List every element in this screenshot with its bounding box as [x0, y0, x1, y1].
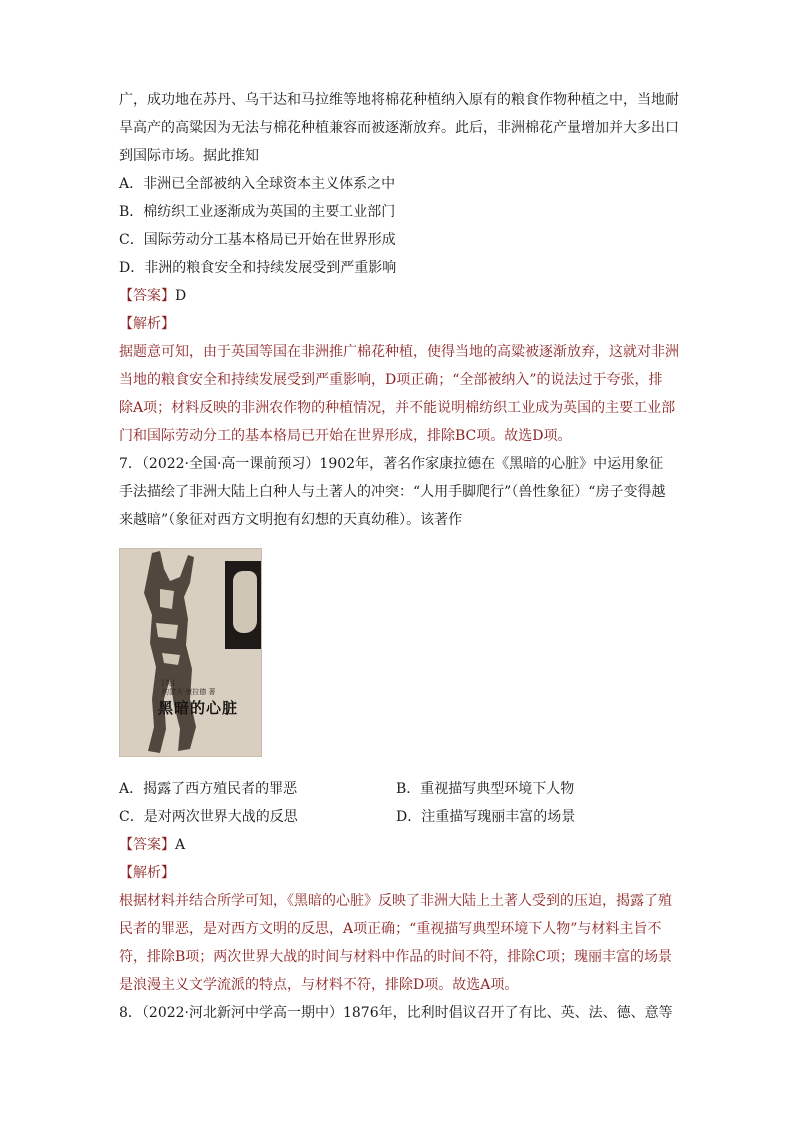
question-7-stem — [119, 450, 679, 534]
q6-analysis-line-2 — [119, 366, 679, 394]
q6-analysis-line-3a: 除A项 — [119, 400, 158, 416]
q7-stem-line-1: 7．（2022·全国·高一课前预习）1902年，著名作家康拉德在《黑暗的心脏》中运用象征 — [119, 456, 664, 472]
q6-answer — [119, 282, 679, 310]
q7-option-b: B．重视描写典型环境下人物 — [396, 781, 575, 797]
q6-option-d: D．非洲的粮食安全和持续发展受到严重影响 — [119, 260, 397, 276]
question-6-stem — [119, 86, 679, 170]
q6-stem-line-3: 到国际市场。据此推知 — [119, 148, 259, 164]
q7-analysis-line-2b: “重视描写典型环境下人物”与材料主旨不 — [409, 921, 662, 937]
q7-options-row-1 — [119, 775, 679, 803]
q6-options — [119, 170, 679, 282]
cover-silhouette-figure — [130, 549, 240, 756]
q6-answer-value: D — [175, 288, 187, 304]
q7-analysis — [119, 887, 679, 999]
q7-answer — [119, 831, 679, 859]
q6-analysis-label: 【解析】 — [119, 316, 175, 332]
q7-analysis-label: 【解析】 — [119, 865, 175, 881]
q6-option-a: A．非洲已全部被纳入全球资本主义体系之中 — [119, 176, 396, 192]
q6-analysis — [119, 338, 679, 450]
q7-analysis-line-2a: 民者的罪恶，是对西方文明的反思，A项正确； — [119, 921, 410, 937]
q7-option-a: A．揭露了西方殖民者的罪恶 — [119, 781, 298, 797]
q6-analysis-line-4: 门和国际劳动分工的基本格局已开始在世界形成，排除BC项。故选D项。 — [119, 428, 572, 444]
q6-analysis-line-3b: ；材料反映的非洲农作物的种植情况，并不能说明棉纺织工业成为英国的主要工业部 — [157, 400, 676, 416]
q7-analysis-line-4: 是浪漫主义文学流派的特点，与材料不符，排除D项。故选A项。 — [119, 977, 519, 993]
q7-analysis-line-2 — [119, 915, 679, 943]
q8-stem-line-1: 8．（2022·河北新河中学高一期中）1876年，比利时倡议召开了有比、英、法、德、意等 — [119, 1005, 673, 1021]
q6-analysis-line-3 — [119, 394, 679, 422]
document-page — [119, 86, 679, 1027]
q7-analysis-line-1: 根据材料并结合所学可知，《黑暗的心脏》反映了非洲大陆上土著人受到的压迫，揭露了殖 — [119, 893, 672, 909]
cover-author: [英] 约瑟夫·康拉德 著 — [162, 679, 216, 696]
q7-options-row-2 — [119, 803, 679, 831]
q6-analysis-line-2b: “全部被纳入”的说法过于夸张，排 — [452, 372, 663, 388]
book-cover-image — [119, 548, 262, 757]
q7-option-c: C．是对两次世界大战的反思 — [119, 809, 298, 825]
q6-analysis-line-1: 据题意可知，由于英国等国在非洲推广棉花种植，使得当地的高粱被逐渐放弃，这就对非洲 — [119, 344, 679, 360]
q6-analysis-line-2a: 当地的粮食安全和持续发展受到严重影响，D项正确； — [119, 372, 453, 388]
q7-stem-line-3: 来越暗”（象征对西方文明抱有幻想的天真幼稚）。该著作 — [119, 512, 463, 528]
q6-stem-line-1: 广，成功地在苏丹、乌干达和马拉维等地将棉花种植纳入原有的粮食作物种植之中，当地耐 — [119, 92, 679, 108]
q7-options — [119, 775, 679, 831]
q6-option-c: C．国际劳动分工基本格局已开始在世界形成 — [119, 232, 396, 248]
q7-analysis-line-3: 符，排除B项；两次世界大战的时间与材料中作品的时间不符，排除C项；瑰丽丰富的场景 — [119, 949, 672, 965]
q7-answer-label: 【答案】 — [119, 837, 175, 853]
q7-option-d: D．注重描写瑰丽丰富的场景 — [396, 809, 576, 825]
q6-answer-label: 【答案】 — [119, 288, 175, 304]
q6-stem-line-2: 旱高产的高粱因为无法与棉花种植兼容而被逐渐放弃。此后，非洲棉花产量增加并大多出口 — [119, 120, 679, 136]
cover-title: 黑暗的心脏 — [158, 699, 239, 717]
q7-stem-line-2: 手法描绘了非洲大陆上白种人与土著人的冲突：“人用手脚爬行”（兽性象征）“房子变得越 — [119, 484, 666, 500]
q6-option-b: B．棉纺织工业逐渐成为英国的主要工业部门 — [119, 204, 396, 220]
q7-answer-value: A — [175, 837, 186, 853]
